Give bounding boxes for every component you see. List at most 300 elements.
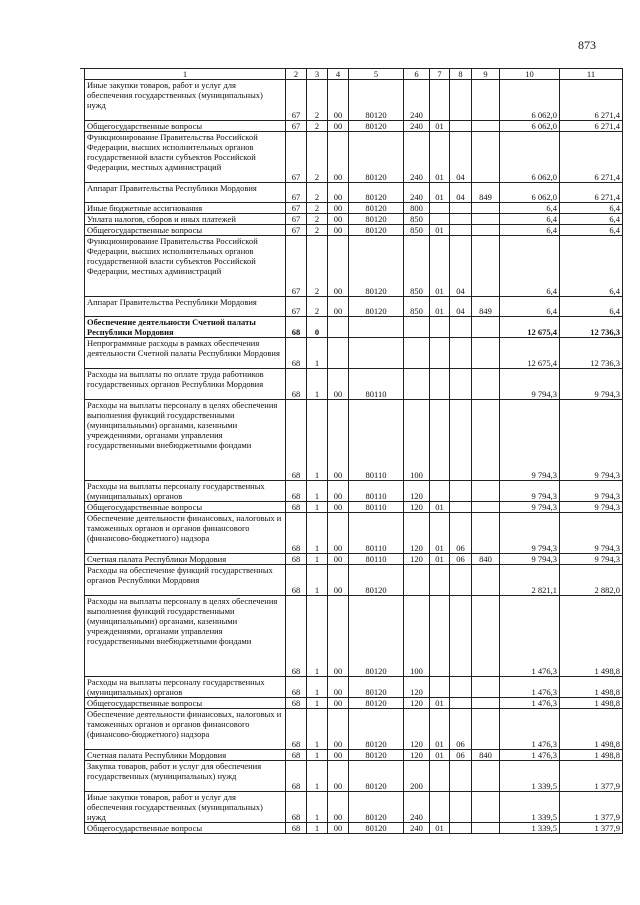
cell-col-2: 68 — [286, 481, 307, 502]
row-name: Расходы на выплаты по оплате труда работников государственных органов Республики Мордовия — [85, 369, 286, 400]
row-name: Расходы на обеспечение функций государственных органов Республики Мордовия — [85, 565, 286, 596]
cell-col-8 — [450, 677, 472, 698]
cell-col-7: 01 — [430, 554, 450, 565]
cell-col-11: 6 271,4 — [560, 80, 623, 121]
cell-col-5: 80120 — [349, 709, 404, 750]
cell-col-3: 2 — [307, 203, 328, 214]
cell-col-6: 120 — [404, 709, 430, 750]
cell-col-4 — [328, 317, 349, 338]
cell-col-8 — [450, 481, 472, 502]
cell-col-3: 1 — [307, 792, 328, 823]
cell-col-6 — [404, 338, 430, 369]
cell-col-5 — [349, 317, 404, 338]
cell-col-8 — [450, 698, 472, 709]
cell-col-2: 68 — [286, 823, 307, 834]
cell-col-8: 06 — [450, 513, 472, 554]
row-name: Обеспечение деятельности Счетной палаты Республики Мордовия — [85, 317, 286, 338]
cell-col-6: 120 — [404, 698, 430, 709]
row-name: Уплата налогов, сборов и иных платежей — [85, 214, 286, 225]
cell-col-7 — [430, 481, 450, 502]
cell-col-4: 00 — [328, 236, 349, 297]
cell-col-9 — [472, 761, 500, 792]
cell-col-9 — [472, 481, 500, 502]
cell-col-6: 120 — [404, 502, 430, 513]
cell-col-6: 240 — [404, 823, 430, 834]
cell-col-6 — [404, 565, 430, 596]
cell-col-10: 6,4 — [500, 214, 560, 225]
cell-col-3: 2 — [307, 214, 328, 225]
cell-col-8 — [450, 214, 472, 225]
cell-col-9 — [472, 225, 500, 236]
cell-col-8 — [450, 338, 472, 369]
row-name: Расходы на выплаты персоналу в целях обеспечения выполнения функций государственными (муниципальными) органами, казенными учреждениями, органами управления государственными внебюджетными фондами — [85, 400, 286, 481]
cell-col-4: 00 — [328, 823, 349, 834]
cell-col-3: 1 — [307, 698, 328, 709]
cell-col-7 — [430, 565, 450, 596]
cell-col-3: 1 — [307, 565, 328, 596]
cell-col-5: 80120 — [349, 677, 404, 698]
cell-col-5: 80120 — [349, 121, 404, 132]
table-row — [85, 596, 623, 677]
cell-col-2: 67 — [286, 214, 307, 225]
cell-col-5: 80120 — [349, 761, 404, 792]
cell-col-9 — [472, 565, 500, 596]
cell-col-5: 80110 — [349, 400, 404, 481]
cell-col-2: 68 — [286, 698, 307, 709]
cell-col-10: 9 794,3 — [500, 502, 560, 513]
cell-col-2: 67 — [286, 203, 307, 214]
cell-col-10: 1 476,3 — [500, 677, 560, 698]
cell-col-6: 100 — [404, 400, 430, 481]
cell-col-7 — [430, 80, 450, 121]
cell-col-9 — [472, 792, 500, 823]
row-name: Закупка товаров, работ и услуг для обеспечения государственных (муниципальных) нужд — [85, 761, 286, 792]
cell-col-11: 2 882,0 — [560, 565, 623, 596]
budget-table — [84, 68, 623, 834]
header-col-11: 11 — [560, 69, 623, 80]
cell-col-10: 6,4 — [500, 203, 560, 214]
cell-col-5: 80120 — [349, 750, 404, 761]
table-row — [85, 297, 623, 317]
cell-col-10: 1 476,3 — [500, 709, 560, 750]
table-row — [85, 80, 623, 121]
cell-col-5: 80110 — [349, 369, 404, 400]
cell-col-6: 240 — [404, 792, 430, 823]
cell-col-4: 00 — [328, 502, 349, 513]
cell-col-2: 68 — [286, 317, 307, 338]
cell-col-11: 6,4 — [560, 214, 623, 225]
cell-col-5 — [349, 338, 404, 369]
table-row — [85, 369, 623, 400]
cell-col-2: 68 — [286, 369, 307, 400]
cell-col-7 — [430, 369, 450, 400]
cell-col-11: 1 498,8 — [560, 709, 623, 750]
cell-col-11: 6,4 — [560, 225, 623, 236]
cell-col-10: 6,4 — [500, 297, 560, 317]
cell-col-4: 00 — [328, 554, 349, 565]
table-row — [85, 214, 623, 225]
cell-col-11: 6 271,4 — [560, 121, 623, 132]
cell-col-2: 68 — [286, 792, 307, 823]
cell-col-6: 120 — [404, 554, 430, 565]
cell-col-5: 80120 — [349, 792, 404, 823]
cell-col-10: 1 476,3 — [500, 750, 560, 761]
cell-col-10: 1 339,5 — [500, 761, 560, 792]
cell-col-3: 1 — [307, 709, 328, 750]
cell-col-6: 850 — [404, 225, 430, 236]
row-name: Функционирование Правительства Российской Федерации, высших исполнительных органов государственной власти субъектов Российской Федерации, местных администраций — [85, 236, 286, 297]
row-name: Расходы на выплаты персоналу государственных (муниципальных) органов — [85, 481, 286, 502]
table-row — [85, 761, 623, 792]
row-name: Общегосударственные вопросы — [85, 225, 286, 236]
cell-col-11: 9 794,3 — [560, 554, 623, 565]
cell-col-4: 00 — [328, 761, 349, 792]
cell-col-11: 12 736,3 — [560, 338, 623, 369]
table-row — [85, 513, 623, 554]
cell-col-4: 00 — [328, 369, 349, 400]
cell-col-10: 9 794,3 — [500, 513, 560, 554]
row-name: Аппарат Правительства Республики Мордовия — [85, 297, 286, 317]
cell-col-3: 1 — [307, 369, 328, 400]
cell-col-5: 80110 — [349, 502, 404, 513]
cell-col-6: 120 — [404, 677, 430, 698]
cell-col-3: 1 — [307, 481, 328, 502]
cell-col-4: 00 — [328, 80, 349, 121]
header-col-9: 9 — [472, 69, 500, 80]
row-name: Расходы на выплаты персоналу в целях обеспечения выполнения функций государственными (муниципальными) органами, казенными учреждениями, органами управления государственными внебюджетными фондами — [85, 596, 286, 677]
cell-col-8: 06 — [450, 554, 472, 565]
cell-col-9 — [472, 513, 500, 554]
cell-col-11: 6 271,4 — [560, 132, 623, 183]
cell-col-6 — [404, 317, 430, 338]
cell-col-9 — [472, 823, 500, 834]
cell-col-3: 1 — [307, 823, 328, 834]
cell-col-2: 68 — [286, 565, 307, 596]
cell-col-8: 04 — [450, 183, 472, 203]
cell-col-6: 100 — [404, 596, 430, 677]
cell-col-5: 80110 — [349, 481, 404, 502]
cell-col-7 — [430, 203, 450, 214]
cell-col-10: 9 794,3 — [500, 554, 560, 565]
cell-col-5: 80110 — [349, 513, 404, 554]
row-name: Расходы на выплаты персоналу государственных (муниципальных) органов — [85, 677, 286, 698]
cell-col-8 — [450, 502, 472, 513]
cell-col-5: 80120 — [349, 297, 404, 317]
table-row — [85, 236, 623, 297]
cell-col-7: 01 — [430, 236, 450, 297]
cell-col-2: 68 — [286, 338, 307, 369]
cell-col-9: 840 — [472, 750, 500, 761]
cell-col-10: 6 062,0 — [500, 80, 560, 121]
cell-col-7 — [430, 400, 450, 481]
cell-col-5: 80120 — [349, 214, 404, 225]
table-row — [85, 338, 623, 369]
cell-col-6: 120 — [404, 750, 430, 761]
cell-col-7: 01 — [430, 513, 450, 554]
row-name: Иные закупки товаров, работ и услуг для обеспечения государственных (муниципальных) нужд — [85, 792, 286, 823]
cell-col-5: 80120 — [349, 225, 404, 236]
table-row — [85, 481, 623, 502]
cell-col-4: 00 — [328, 203, 349, 214]
cell-col-9: 849 — [472, 183, 500, 203]
table-row — [85, 132, 623, 183]
cell-col-11: 9 794,3 — [560, 369, 623, 400]
cell-col-8 — [450, 565, 472, 596]
cell-col-8: 04 — [450, 297, 472, 317]
cell-col-2: 67 — [286, 132, 307, 183]
cell-col-5: 80120 — [349, 698, 404, 709]
cell-col-8: 04 — [450, 132, 472, 183]
cell-col-4: 00 — [328, 596, 349, 677]
cell-col-3: 1 — [307, 596, 328, 677]
cell-col-7: 01 — [430, 297, 450, 317]
cell-col-9 — [472, 338, 500, 369]
table-row — [85, 698, 623, 709]
cell-col-10: 6 062,0 — [500, 121, 560, 132]
cell-col-8 — [450, 369, 472, 400]
cell-col-9 — [472, 698, 500, 709]
cell-col-3: 2 — [307, 297, 328, 317]
cell-col-7 — [430, 317, 450, 338]
cell-col-6: 850 — [404, 236, 430, 297]
cell-col-2: 68 — [286, 554, 307, 565]
row-name: Обеспечение деятельности финансовых, налоговых и таможенных органов и органов финансового (финансово-бюджетного) надзора — [85, 513, 286, 554]
cell-col-9 — [472, 80, 500, 121]
cell-col-11: 1 498,8 — [560, 596, 623, 677]
cell-col-5: 80120 — [349, 236, 404, 297]
header-col-7: 7 — [430, 69, 450, 80]
cell-col-6: 850 — [404, 297, 430, 317]
cell-col-7: 01 — [430, 750, 450, 761]
cell-col-9 — [472, 502, 500, 513]
cell-col-9 — [472, 317, 500, 338]
row-name: Счетная палата Республики Мордовия — [85, 554, 286, 565]
cell-col-11: 9 794,3 — [560, 400, 623, 481]
row-name: Общегосударственные вопросы — [85, 121, 286, 132]
cell-col-3: 1 — [307, 502, 328, 513]
cell-col-7 — [430, 214, 450, 225]
table-header-row — [85, 69, 623, 80]
cell-col-2: 68 — [286, 761, 307, 792]
cell-col-11: 1 377,9 — [560, 792, 623, 823]
cell-col-4: 00 — [328, 513, 349, 554]
cell-col-3: 2 — [307, 80, 328, 121]
cell-col-4: 00 — [328, 750, 349, 761]
cell-col-10: 6,4 — [500, 236, 560, 297]
cell-col-10: 12 675,4 — [500, 317, 560, 338]
cell-col-2: 67 — [286, 297, 307, 317]
cell-col-8 — [450, 317, 472, 338]
cell-col-4: 00 — [328, 132, 349, 183]
cell-col-9 — [472, 132, 500, 183]
cell-col-10: 6 062,0 — [500, 132, 560, 183]
cell-col-9: 849 — [472, 297, 500, 317]
cell-col-6: 120 — [404, 513, 430, 554]
cell-col-4: 00 — [328, 214, 349, 225]
cell-col-7: 01 — [430, 502, 450, 513]
table-row — [85, 750, 623, 761]
cell-col-11: 1 498,8 — [560, 750, 623, 761]
cell-col-11: 1 498,8 — [560, 698, 623, 709]
cell-col-2: 67 — [286, 225, 307, 236]
cell-col-3: 1 — [307, 677, 328, 698]
cell-col-4: 00 — [328, 481, 349, 502]
cell-col-5: 80120 — [349, 596, 404, 677]
cell-col-10: 1 476,3 — [500, 596, 560, 677]
cell-col-5: 80120 — [349, 203, 404, 214]
cell-col-8: 06 — [450, 750, 472, 761]
cell-col-3: 2 — [307, 183, 328, 203]
cell-col-7: 01 — [430, 225, 450, 236]
cell-col-8 — [450, 761, 472, 792]
cell-col-6: 200 — [404, 761, 430, 792]
cell-col-6: 800 — [404, 203, 430, 214]
header-col-2: 2 — [286, 69, 307, 80]
cell-col-4: 00 — [328, 677, 349, 698]
cell-col-3: 1 — [307, 513, 328, 554]
cell-col-7: 01 — [430, 121, 450, 132]
cell-col-9 — [472, 214, 500, 225]
cell-col-11: 6 271,4 — [560, 183, 623, 203]
cell-col-10: 2 821,1 — [500, 565, 560, 596]
header-col-10: 10 — [500, 69, 560, 80]
cell-col-10: 1 339,5 — [500, 823, 560, 834]
cell-col-5: 80110 — [349, 554, 404, 565]
cell-col-8 — [450, 80, 472, 121]
cell-col-2: 67 — [286, 236, 307, 297]
cell-col-4: 00 — [328, 698, 349, 709]
cell-col-8 — [450, 121, 472, 132]
cell-col-6: 850 — [404, 214, 430, 225]
header-col-3: 3 — [307, 69, 328, 80]
row-name: Общегосударственные вопросы — [85, 698, 286, 709]
table-row — [85, 554, 623, 565]
cell-col-7: 01 — [430, 132, 450, 183]
row-name: Обеспечение деятельности финансовых, налоговых и таможенных органов и органов финансового (финансово-бюджетного) надзора — [85, 709, 286, 750]
cell-col-5: 80120 — [349, 565, 404, 596]
cell-col-4: 00 — [328, 225, 349, 236]
cell-col-3: 1 — [307, 338, 328, 369]
header-col-1: 1 — [85, 69, 286, 80]
cell-col-7 — [430, 596, 450, 677]
cell-col-5: 80120 — [349, 132, 404, 183]
cell-col-7: 01 — [430, 183, 450, 203]
row-name: Иные закупки товаров, работ и услуг для обеспечения государственных (муниципальных) нужд — [85, 80, 286, 121]
cell-col-10: 12 675,4 — [500, 338, 560, 369]
cell-col-9 — [472, 236, 500, 297]
row-name: Функционирование Правительства Российской Федерации, высших исполнительных органов государственной власти субъектов Российской Федерации, местных администраций — [85, 132, 286, 183]
cell-col-11: 6,4 — [560, 297, 623, 317]
cell-col-9 — [472, 203, 500, 214]
cell-col-7 — [430, 677, 450, 698]
cell-col-11: 12 736,3 — [560, 317, 623, 338]
cell-col-7: 01 — [430, 698, 450, 709]
cell-col-3: 2 — [307, 132, 328, 183]
cell-col-3: 1 — [307, 554, 328, 565]
cell-col-9 — [472, 677, 500, 698]
table-row — [85, 565, 623, 596]
cell-col-2: 68 — [286, 677, 307, 698]
header-col-5: 5 — [349, 69, 404, 80]
cell-col-2: 67 — [286, 121, 307, 132]
page-number: 873 — [578, 38, 596, 52]
cell-col-5: 80120 — [349, 823, 404, 834]
cell-col-3: 2 — [307, 236, 328, 297]
cell-col-6: 240 — [404, 121, 430, 132]
cell-col-9 — [472, 121, 500, 132]
cell-col-8 — [450, 596, 472, 677]
cell-col-5: 80120 — [349, 183, 404, 203]
table-row — [85, 183, 623, 203]
cell-col-8: 04 — [450, 236, 472, 297]
cell-col-2: 68 — [286, 400, 307, 481]
cell-col-8: 06 — [450, 709, 472, 750]
cell-col-11: 6,4 — [560, 203, 623, 214]
table-row — [85, 792, 623, 823]
cell-col-10: 9 794,3 — [500, 481, 560, 502]
cell-col-4 — [328, 338, 349, 369]
header-col-6: 6 — [404, 69, 430, 80]
cell-col-3: 0 — [307, 317, 328, 338]
cell-col-6: 120 — [404, 481, 430, 502]
cell-col-2: 68 — [286, 709, 307, 750]
cell-col-11: 6,4 — [560, 236, 623, 297]
table-row — [85, 502, 623, 513]
cell-col-3: 1 — [307, 761, 328, 792]
cell-col-7: 01 — [430, 823, 450, 834]
cell-col-10: 6,4 — [500, 225, 560, 236]
row-name: Общегосударственные вопросы — [85, 502, 286, 513]
cell-col-7 — [430, 792, 450, 823]
cell-col-2: 67 — [286, 80, 307, 121]
cell-col-4: 00 — [328, 400, 349, 481]
cell-col-9: 840 — [472, 554, 500, 565]
cell-col-2: 68 — [286, 513, 307, 554]
cell-col-6 — [404, 369, 430, 400]
cell-col-10: 9 794,3 — [500, 400, 560, 481]
table-row — [85, 709, 623, 750]
cell-col-2: 68 — [286, 502, 307, 513]
cell-col-3: 2 — [307, 121, 328, 132]
header-col-4: 4 — [328, 69, 349, 80]
cell-col-3: 2 — [307, 225, 328, 236]
cell-col-2: 68 — [286, 596, 307, 677]
table-row — [85, 225, 623, 236]
cell-col-4: 00 — [328, 709, 349, 750]
cell-col-10: 9 794,3 — [500, 369, 560, 400]
cell-col-9 — [472, 369, 500, 400]
cell-col-2: 67 — [286, 183, 307, 203]
cell-col-6: 240 — [404, 132, 430, 183]
cell-col-7 — [430, 338, 450, 369]
cell-col-8 — [450, 400, 472, 481]
table-row — [85, 823, 623, 834]
cell-col-8 — [450, 225, 472, 236]
cell-col-7: 01 — [430, 709, 450, 750]
row-name: Аппарат Правительства Республики Мордовия — [85, 183, 286, 203]
cell-col-11: 9 794,3 — [560, 481, 623, 502]
cell-col-4: 00 — [328, 792, 349, 823]
cell-col-11: 9 794,3 — [560, 502, 623, 513]
header-col-8: 8 — [450, 69, 472, 80]
cell-col-11: 1 498,8 — [560, 677, 623, 698]
cell-col-3: 1 — [307, 400, 328, 481]
cell-col-4: 00 — [328, 297, 349, 317]
table-row — [85, 677, 623, 698]
cell-col-5: 80120 — [349, 80, 404, 121]
cell-col-8 — [450, 823, 472, 834]
cell-col-10: 1 339,5 — [500, 792, 560, 823]
